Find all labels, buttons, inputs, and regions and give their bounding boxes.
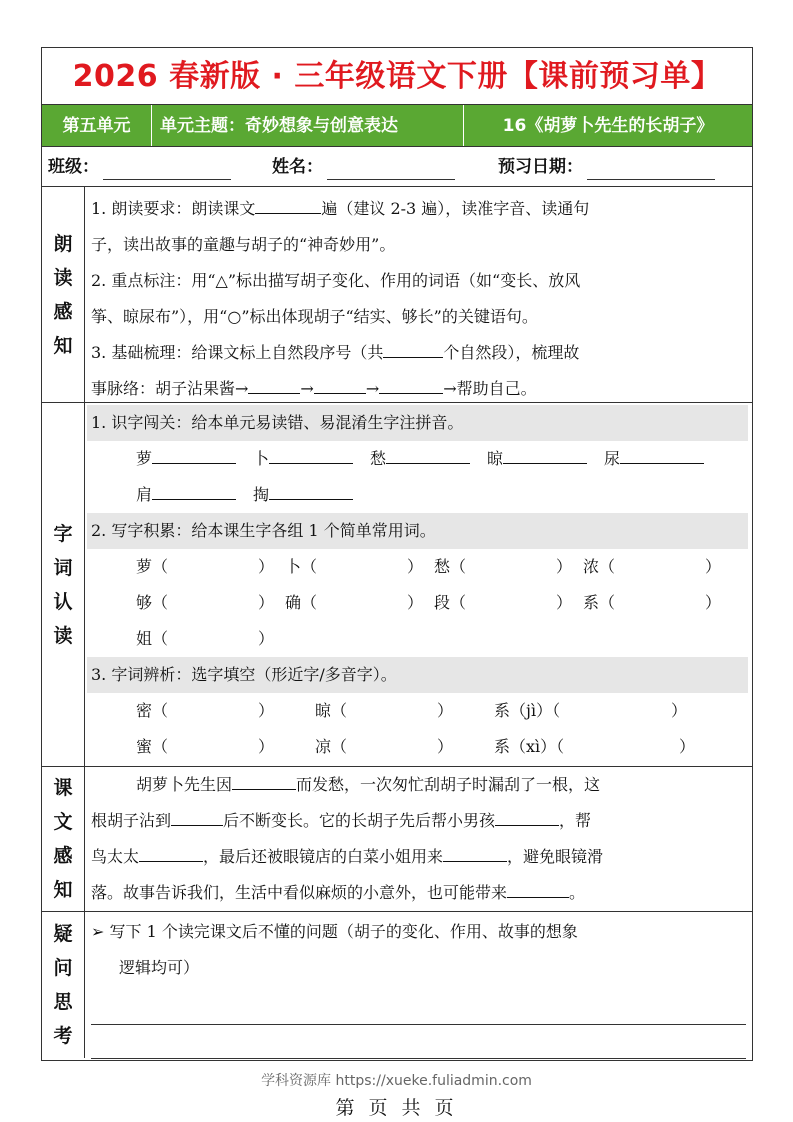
date-field	[498, 147, 715, 187]
source-footer: 学科资源库 https://xueke.fuliadmin.com	[261, 1073, 532, 1089]
reading-line-3: 2. 重点标注：用“△”标出描写胡子变化、作用的词语（如“变长、放风	[91, 271, 581, 290]
reading-line-2: 子，读出故事的童趣与胡子的“神奇妙用”。	[91, 235, 396, 254]
words-question-3: 3. 字词辨析：选字填空（形近字/多音字）。	[87, 657, 748, 693]
pinyin-blank[interactable]	[152, 480, 236, 500]
section-text	[42, 767, 752, 912]
pinyin-blank[interactable]	[269, 444, 353, 464]
pinyin-blank[interactable]	[503, 444, 587, 464]
text-blank-3[interactable]	[495, 806, 559, 826]
paragraph-count-blank[interactable]	[383, 338, 443, 358]
name-blank[interactable]	[327, 154, 455, 180]
bianxi-row-2: 蜜（ ） 凉（ ） 系（xì）（ ）	[136, 737, 696, 756]
plot-blank-3[interactable]	[379, 374, 443, 394]
section-reading-label: 朗 读 感 知	[42, 187, 85, 402]
text-line-3: 鸟太太 ，最后还被眼镜店的白菜小姐用来 ，避免眼镜滑	[91, 839, 746, 875]
section-reading-body	[85, 187, 752, 402]
question-line-1: ➢ 写下 1 个读完课文后不懂的问题（胡子的变化、作用、故事的想象	[91, 922, 578, 941]
section-question-body	[85, 912, 752, 1058]
reading-line-1: 1. 朗读要求：朗读课文 遍（建议 2-3 遍），读准字音、读通句	[91, 191, 746, 227]
plot-blank-1[interactable]	[248, 374, 300, 394]
pinyin-blank[interactable]	[269, 480, 353, 500]
section-question-label: 疑 问 思 考	[42, 912, 85, 1058]
words-question-2: 2. 写字积累：给本课生字各组 1 个简单常用词。	[87, 513, 748, 549]
section-words-body	[85, 403, 752, 766]
unit-banner	[42, 105, 752, 147]
date-label: 预习日期：	[498, 157, 583, 177]
text-line-1: 胡萝卜先生因 而发愁，一次匆忙刮胡子时漏刮了一根，这	[91, 767, 746, 803]
read-times-blank[interactable]	[255, 194, 321, 214]
zuci-row-1: 萝（ ） 卜（ ） 愁（ ） 浓（ ）	[136, 557, 722, 576]
name-label: 姓名：	[272, 157, 323, 177]
section-words	[42, 403, 752, 767]
unit-label: 第五单元	[42, 105, 152, 146]
section-text-label: 课 文 感 知	[42, 767, 85, 911]
section-reading	[42, 187, 752, 403]
pinyin-row-2: 肩 掏	[91, 477, 746, 513]
page-number: 第 页 共 页	[335, 1097, 458, 1119]
reading-line-4: 筝、晾尿布”），用“○”标出体现胡子“结实、够长”的关键语句。	[91, 307, 538, 326]
reading-line-5: 3. 基础梳理：给课文标上自然段序号（共 个自然段），梳理故	[91, 335, 746, 371]
pinyin-blank[interactable]	[152, 444, 236, 464]
text-blank-6[interactable]	[507, 878, 569, 898]
text-line-2: 根胡子沾到 后不断变长。它的长胡子先后帮小男孩 ，帮	[91, 803, 746, 839]
student-info-row	[42, 147, 752, 187]
bianxi-row-1: 密（ ） 晾（ ） 系（jì）（ ）	[136, 701, 688, 720]
text-blank-2[interactable]	[171, 806, 223, 826]
worksheet	[41, 47, 753, 1061]
section-text-body	[85, 767, 752, 911]
class-field	[48, 147, 231, 187]
pinyin-blank[interactable]	[386, 444, 470, 464]
text-blank-5[interactable]	[443, 842, 507, 862]
class-blank[interactable]	[103, 154, 231, 180]
text-blank-4[interactable]	[139, 842, 203, 862]
class-label: 班级：	[48, 157, 99, 177]
zuci-row-3: 姐（ ）	[136, 629, 275, 648]
pinyin-row-1: 萝 卜 愁 晾 尿	[91, 441, 746, 477]
text-blank-1[interactable]	[232, 770, 296, 790]
pinyin-blank[interactable]	[620, 444, 704, 464]
question-line-2: 逻辑均可）	[119, 958, 200, 977]
arrow-bullet-icon: ➢	[91, 922, 105, 941]
unit-theme: 单元主题：奇妙想象与创意表达	[152, 105, 464, 146]
reading-line-6: 事脉络：胡子沾果酱→ → → →帮助自己。	[91, 371, 746, 407]
lesson-title: 16《胡萝卜先生的长胡子》	[464, 105, 752, 146]
name-field	[272, 147, 455, 187]
words-question-1: 1. 识字闯关：给本单元易读错、易混淆生字注拼音。	[87, 405, 748, 441]
answer-line-2[interactable]	[91, 1058, 746, 1059]
worksheet-title: 2026 春新版 · 三年级语文下册【课前预习单】	[42, 48, 752, 105]
section-question	[42, 912, 752, 1058]
zuci-row-2: 够（ ） 确（ ） 段（ ） 系（ ）	[136, 593, 722, 612]
text-line-4: 落。故事告诉我们，生活中看似麻烦的小意外，也可能带来 。	[91, 875, 746, 911]
plot-blank-2[interactable]	[314, 374, 366, 394]
section-words-label: 字 词 认 读	[42, 403, 85, 766]
date-blank[interactable]	[587, 154, 715, 180]
